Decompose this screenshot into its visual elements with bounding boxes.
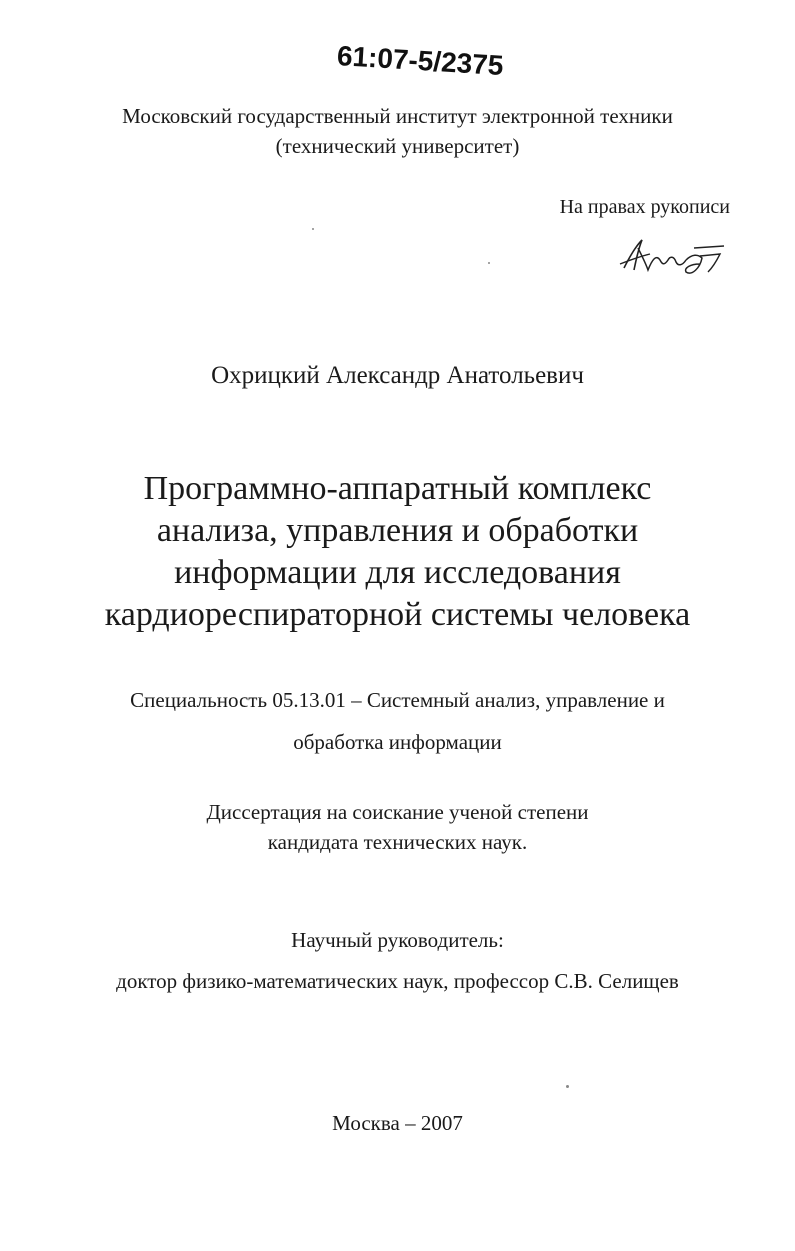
title-line: кардиореспираторной системы человека <box>104 596 691 633</box>
title-line: Программно-аппаратный комплекс <box>143 470 652 507</box>
manuscript-note: На правах рукописи <box>559 196 730 218</box>
author-name: Охрицкий Александр Анатольевич <box>211 362 584 389</box>
place-year: Москва – 2007 <box>332 1111 463 1135</box>
institution-name: Московский государственный институт электронной техники <box>122 104 673 128</box>
specialty-line-2: обработка информации <box>293 730 502 754</box>
dissertation-title <box>0 468 795 636</box>
degree-line-1: Диссертация на соискание ученой степени <box>206 800 589 824</box>
scan-speck <box>488 262 490 264</box>
signature-icon <box>616 226 731 296</box>
scan-speck <box>312 228 314 230</box>
scan-speck <box>566 1085 569 1088</box>
institution-subtitle: (технический университет) <box>275 134 520 158</box>
title-line: информации для исследования <box>174 554 621 591</box>
degree-line-2: кандидата технических наук. <box>267 830 528 854</box>
archive-stamp: 61:07-5/2375 <box>336 40 505 82</box>
advisor-name: доктор физико-математических наук, профессор С.В. Селищев <box>116 969 679 993</box>
title-line: анализа, управления и обработки <box>156 512 639 549</box>
specialty-line-1: Специальность 05.13.01 – Системный анализ, управление и <box>130 688 665 712</box>
advisor-heading: Научный руководитель: <box>291 928 504 952</box>
